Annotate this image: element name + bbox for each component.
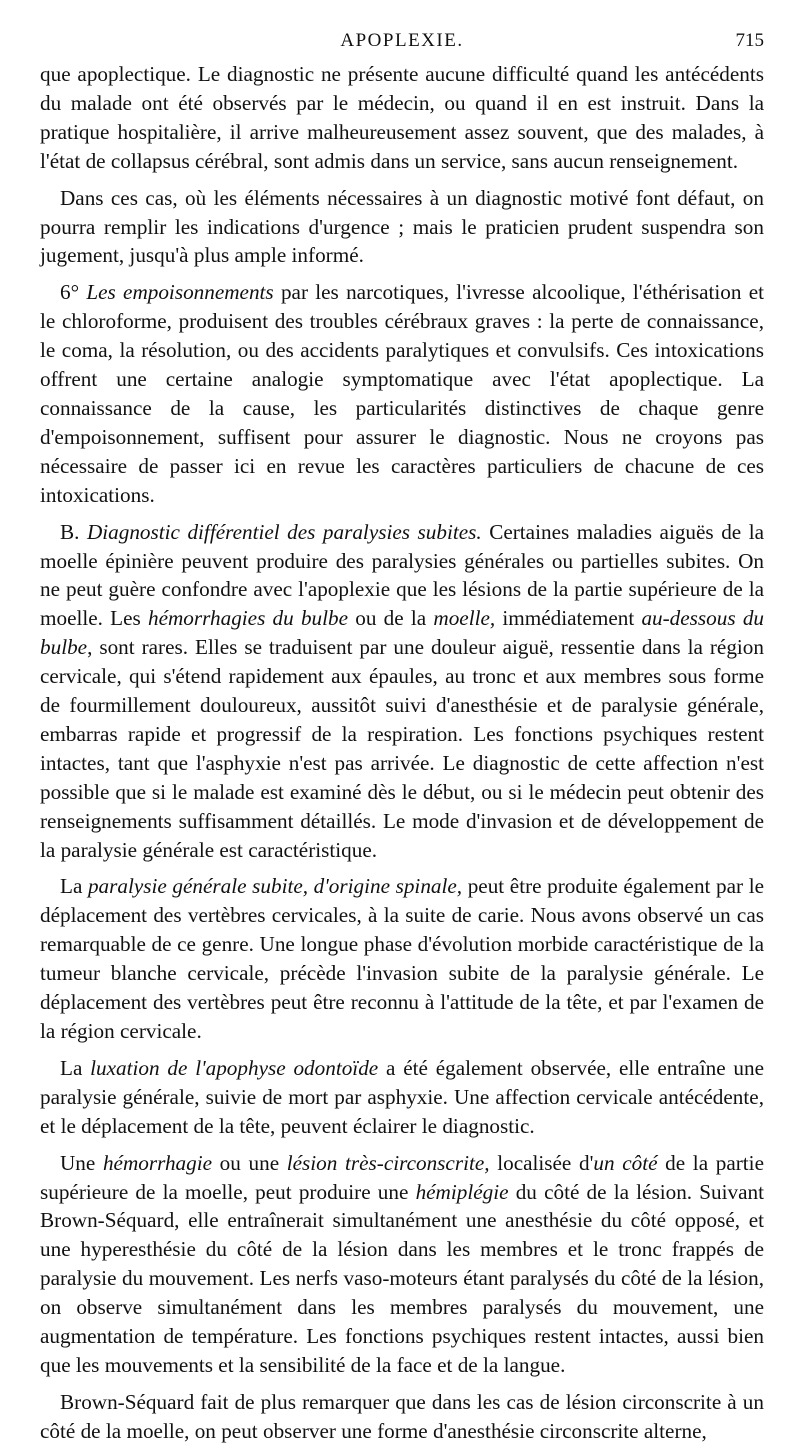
italic-text: paralysie générale subite, d'origine spinale, [87,874,463,899]
text-run: La [60,1055,91,1080]
paragraph [40,1054,764,1141]
text-run: Certaines maladies aiguës de la moelle épinière peuvent produire des paralysies générales ou partielles subites. On ne peut guère confondre avec l'apoplexie que les lésions de la partie supérieure de la moelle. Les [40,519,764,631]
paragraph [40,184,764,271]
text-run: immédiatement [495,606,642,631]
text-run: Une [60,1150,103,1175]
text-run: Dans ces cas, où les éléments nécessaires à un diagnostic motivé font défaut, on pourra remplir les indications d'urgence ; mais le praticien prudent suspendra son jugement, jusqu'à plus ample informé. [40,185,764,268]
text-run: B. [60,519,87,544]
text-run: La [60,874,88,899]
italic-text: hémorrhagie [102,1150,213,1175]
italic-text: lésion très-circonscrite, [286,1150,490,1175]
italic-text: hémorrhagies du bulbe [148,606,349,631]
italic-text: au-dessous du bulbe [40,606,765,660]
paragraph [40,1388,764,1446]
page-number: 715 [735,30,764,51]
book-page [40,30,764,1454]
running-head [40,30,764,60]
text-run: de la partie supérieure de la moelle, peut produire une [40,1150,764,1204]
paragraph [40,278,764,509]
paragraph [40,60,764,176]
text-run: 6° [60,280,87,305]
text-run: ou de la [348,606,434,631]
paragraph [40,1149,764,1380]
italic-text: Les empoisonnements [86,280,274,305]
text-run: , sont rares. Elles se traduisent par une douleur aiguë, ressentie dans la région cervicale, qui s'étend rapidement aux épaules, au tronc et aux membres sous forme de fourmillement douloureux, aussitôt suivi d'anesthésie et de paralysie générale, embarras rapide et progressif de la respiration. Les fonctions psychiques restent intactes, tant que l'asphyxie n'est pas arrivée. Le diagnostic de cette affection n'est possible que si le malade est examiné dès le début, ou si le médecin peut obtenir des renseignements suffisamment détaillés. Le mode d'invasion et de développement de la paralysie générale est caractéristique. [40,635,764,862]
italic-text: un côté [593,1150,658,1175]
running-title: APOPLEXIE. [340,30,464,51]
text-run: Brown-Séquard fait de plus remarquer que dans les cas de lésion circonscrite à un côté de la moelle, on peut observer une forme d'anesthésie circonscrite alterne, [40,1389,764,1443]
text-run: du côté de la lésion. Suivant Brown-Séquard, elle entraînerait simultanément une anesthésie du côté opposé, et une hyperesthésie du côté de la lésion dans les membres et le tronc frappés de paralysie du mouvement. Les nerfs vaso-moteurs étant paralysés du côté de la lésion, on observe simultanément dans les membres paralysés du mouvement, une augmentation de température. Les fonctions psychiques restent intactes, aussi bien que les mouvements et la sensibilité de la face et de la langue. [40,1179,764,1377]
paragraph [40,872,764,1045]
italic-text: hémiplégie [415,1179,509,1204]
italic-text: luxation de l'apophyse odontoïde [90,1055,379,1080]
italic-text: moelle, [433,606,496,631]
text-run: par les narcotiques, l'ivresse alcoolique, l'éthérisation et le chloroforme, produisent des troubles cérébraux graves : la perte de connaissance, le coma, la résolution, ou des accidents paralytiques et convulsifs. Ces intoxications offrent une certaine analogie symptomatique avec l'état apoplectique. La connaissance de la cause, les particularités distinctives de chaque genre d'empoisonnement, suffisent pour assurer le diagnostic. Nous ne croyons pas nécessaire de passer ici en revue les caractères particuliers de chacune de ces intoxications. [40,280,764,507]
text-run: a été également observée, elle entraîne une paralysie générale, suivie de mort par asphyxie. Une affection cervicale antécédente, et le déplacement de la tête, peuvent éclairer le diagnostic. [40,1055,764,1138]
text-run: localisée d' [489,1150,594,1175]
body-text [40,60,764,1446]
paragraph [40,518,764,865]
text-run: peut être produite également par le déplacement des vertèbres cervicales, à la suite de carie. Nous avons observé un cas remarquable de ce genre. Une longue phase d'évolution morbide caractéristique de la tumeur blanche cervicale, précède l'invasion subite de la paralysie générale. Le déplacement des vertèbres peut être reconnu à l'attitude de la tête, et par l'examen de la région cervicale. [40,874,764,1043]
text-run: ou une [212,1150,287,1175]
text-run: que apoplectique. Le diagnostic ne présente aucune difficulté quand les antécédents du malade ont été observés par le médecin, ou quand il en est instruit. Dans la pratique hospitalière, il arrive malheureusement assez souvent, que des malades, à l'état de collapsus cérébral, sont admis dans un service, sans aucun renseignement. [40,62,764,173]
italic-text: Diagnostic différentiel des paralysies subites. [86,519,482,544]
